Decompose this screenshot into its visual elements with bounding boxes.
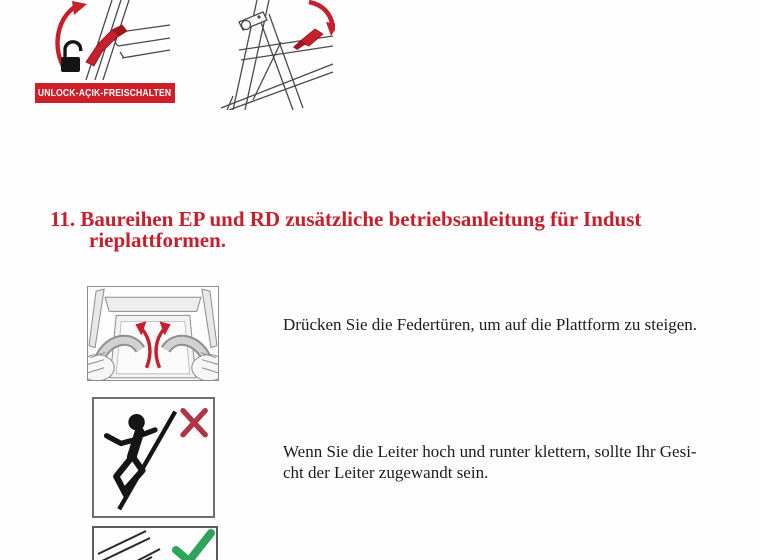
section-heading xyxy=(50,209,700,251)
instruction-icon-correct-use xyxy=(92,526,218,560)
section-heading-line1 xyxy=(50,209,700,230)
instruction-text-1: Drücken Sie die Federtüren, um auf die Plattform zu steigen. xyxy=(283,315,698,334)
ladder-stile-lines xyxy=(86,0,170,80)
correct-use-illustration xyxy=(94,528,216,560)
rotate-arrow-head xyxy=(72,1,87,15)
instruction-text-2-line1: Wenn Sie die Leiter hoch und runter klettern, sollte Ihr Gesi- xyxy=(283,442,697,461)
instruction-icon-climb-prohibited xyxy=(92,397,215,518)
section-title-part2: rieplattformen. xyxy=(89,228,227,252)
section-number: 11. xyxy=(50,207,76,231)
rotate-arrow-head xyxy=(326,22,335,36)
check-icon xyxy=(176,533,211,560)
spring-doors-illustration xyxy=(88,287,218,380)
stepladder-illustration xyxy=(183,0,335,110)
instruction-text-2-line2: cht der Leiter zugewandt sein. xyxy=(283,463,489,482)
climbing-person-figure xyxy=(107,414,155,495)
folded-ladder-lines xyxy=(96,531,160,560)
ladder-lock-closeup-illustration xyxy=(28,0,178,80)
unlock-banner-label: UNLOCK-AÇIK-FREISCHALTEN xyxy=(38,87,172,99)
prohibited-cross-icon xyxy=(183,411,205,435)
open-padlock-icon xyxy=(61,42,81,72)
section-title-part1: Baureihen EP und RD zusätzliche betriebsanleitung für Indust xyxy=(80,207,642,231)
stepladder-frame-lines xyxy=(221,0,333,110)
climb-figure-illustration xyxy=(94,399,213,516)
instruction-text-2 xyxy=(283,441,697,483)
unlock-banner xyxy=(35,83,175,103)
instruction-icon-spring-doors xyxy=(87,286,219,381)
